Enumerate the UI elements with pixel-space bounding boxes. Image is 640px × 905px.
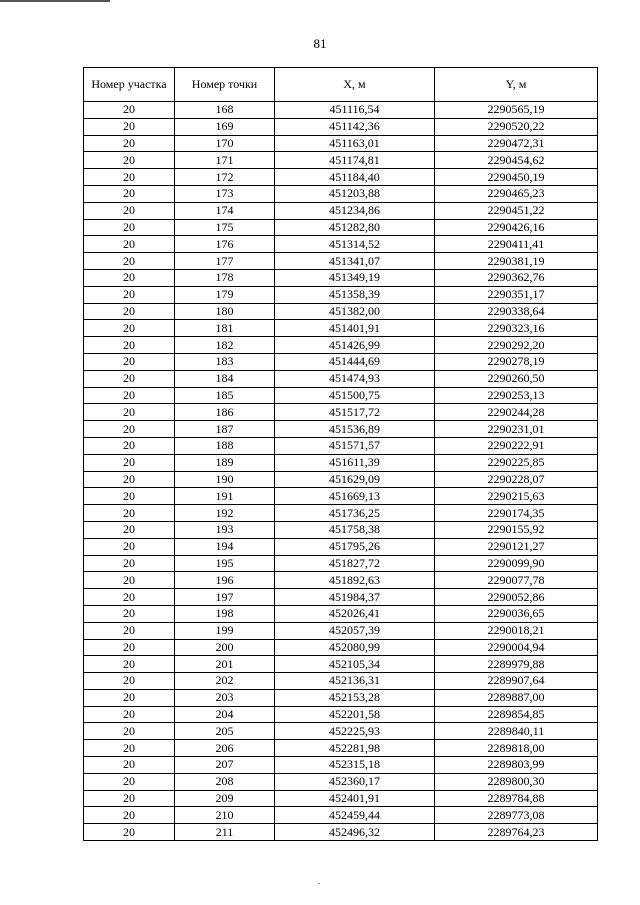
cell-point-number: 206 [175, 740, 275, 757]
cell-point-number: 204 [175, 706, 275, 723]
table-row [84, 286, 598, 303]
cell-plot-number: 20 [84, 387, 175, 404]
cell-y-coordinate: 2289854,85 [435, 706, 598, 723]
cell-plot-number: 20 [84, 236, 175, 253]
coordinates-table [83, 67, 598, 841]
cell-plot-number: 20 [84, 185, 175, 202]
table-row [84, 723, 598, 740]
table-row [84, 303, 598, 320]
cell-point-number: 210 [175, 807, 275, 824]
table-row [84, 152, 598, 169]
table-row [84, 740, 598, 757]
table-row [84, 505, 598, 522]
cell-plot-number: 20 [84, 118, 175, 135]
header-point-number: Номер точки [175, 68, 275, 102]
cell-point-number: 178 [175, 269, 275, 286]
table-row [84, 572, 598, 589]
table-row [84, 253, 598, 270]
cell-point-number: 192 [175, 505, 275, 522]
table-row [84, 370, 598, 387]
table-row [84, 706, 598, 723]
table-row [84, 118, 598, 135]
cell-y-coordinate: 2289764,23 [435, 824, 598, 841]
cell-point-number: 186 [175, 404, 275, 421]
cell-x-coordinate: 452225,93 [275, 723, 435, 740]
cell-x-coordinate: 451517,72 [275, 404, 435, 421]
cell-y-coordinate: 2290099,90 [435, 555, 598, 572]
cell-x-coordinate: 451314,52 [275, 236, 435, 253]
cell-y-coordinate: 2290411,41 [435, 236, 598, 253]
cell-plot-number: 20 [84, 454, 175, 471]
cell-x-coordinate: 451426,99 [275, 337, 435, 354]
cell-y-coordinate: 2289818,00 [435, 740, 598, 757]
table-row [84, 807, 598, 824]
table-row [84, 639, 598, 656]
cell-x-coordinate: 451758,38 [275, 521, 435, 538]
table-row [84, 790, 598, 807]
table-row [84, 471, 598, 488]
cell-y-coordinate: 2290381,19 [435, 253, 598, 270]
cell-point-number: 185 [175, 387, 275, 404]
cell-plot-number: 20 [84, 622, 175, 639]
cell-plot-number: 20 [84, 286, 175, 303]
cell-x-coordinate: 451444,69 [275, 353, 435, 370]
cell-y-coordinate: 2290454,62 [435, 152, 598, 169]
cell-x-coordinate: 451669,13 [275, 488, 435, 505]
table-row [84, 421, 598, 438]
cell-plot-number: 20 [84, 337, 175, 354]
cell-y-coordinate: 2290244,28 [435, 404, 598, 421]
cell-y-coordinate: 2290228,07 [435, 471, 598, 488]
cell-point-number: 194 [175, 538, 275, 555]
cell-point-number: 169 [175, 118, 275, 135]
cell-point-number: 180 [175, 303, 275, 320]
cell-x-coordinate: 451500,75 [275, 387, 435, 404]
table-row [84, 656, 598, 673]
cell-plot-number: 20 [84, 807, 175, 824]
cell-y-coordinate: 2290225,85 [435, 454, 598, 471]
cell-x-coordinate: 452281,98 [275, 740, 435, 757]
cell-x-coordinate: 451116,54 [275, 102, 435, 119]
table-row [84, 521, 598, 538]
cell-point-number: 195 [175, 555, 275, 572]
cell-plot-number: 20 [84, 303, 175, 320]
cell-x-coordinate: 452315,18 [275, 757, 435, 774]
cell-x-coordinate: 451629,09 [275, 471, 435, 488]
cell-x-coordinate: 451536,89 [275, 421, 435, 438]
table-row [84, 102, 598, 119]
table-row [84, 454, 598, 471]
cell-x-coordinate: 451341,07 [275, 253, 435, 270]
table-row [84, 605, 598, 622]
cell-plot-number: 20 [84, 740, 175, 757]
cell-plot-number: 20 [84, 589, 175, 606]
table-row [84, 337, 598, 354]
cell-point-number: 184 [175, 370, 275, 387]
cell-y-coordinate: 2289979,88 [435, 656, 598, 673]
cell-point-number: 198 [175, 605, 275, 622]
cell-x-coordinate: 451282,80 [275, 219, 435, 236]
cell-x-coordinate: 451203,88 [275, 185, 435, 202]
cell-point-number: 202 [175, 673, 275, 690]
cell-point-number: 170 [175, 135, 275, 152]
cell-y-coordinate: 2290338,64 [435, 303, 598, 320]
cell-y-coordinate: 2290253,13 [435, 387, 598, 404]
cell-y-coordinate: 2290077,78 [435, 572, 598, 589]
table-row [84, 135, 598, 152]
cell-plot-number: 20 [84, 488, 175, 505]
table-row [84, 269, 598, 286]
cell-point-number: 199 [175, 622, 275, 639]
cell-plot-number: 20 [84, 353, 175, 370]
header-row [84, 68, 598, 102]
cell-y-coordinate: 2290215,63 [435, 488, 598, 505]
table-row [84, 169, 598, 186]
scan-speck [318, 883, 320, 884]
cell-point-number: 208 [175, 773, 275, 790]
cell-x-coordinate: 451892,63 [275, 572, 435, 589]
cell-plot-number: 20 [84, 790, 175, 807]
cell-plot-number: 20 [84, 521, 175, 538]
cell-y-coordinate: 2290450,19 [435, 169, 598, 186]
cell-x-coordinate: 451349,19 [275, 269, 435, 286]
cell-point-number: 181 [175, 320, 275, 337]
cell-point-number: 201 [175, 656, 275, 673]
cell-plot-number: 20 [84, 253, 175, 270]
table-row [84, 757, 598, 774]
cell-point-number: 188 [175, 437, 275, 454]
cell-point-number: 189 [175, 454, 275, 471]
cell-y-coordinate: 2290451,22 [435, 202, 598, 219]
cell-point-number: 200 [175, 639, 275, 656]
cell-y-coordinate: 2290278,19 [435, 353, 598, 370]
cell-x-coordinate: 452496,32 [275, 824, 435, 841]
cell-plot-number: 20 [84, 169, 175, 186]
cell-point-number: 183 [175, 353, 275, 370]
cell-y-coordinate: 2290036,65 [435, 605, 598, 622]
cell-x-coordinate: 452153,28 [275, 689, 435, 706]
cell-y-coordinate: 2290222,91 [435, 437, 598, 454]
cell-y-coordinate: 2289907,64 [435, 673, 598, 690]
cell-point-number: 176 [175, 236, 275, 253]
cell-x-coordinate: 451163,01 [275, 135, 435, 152]
cell-plot-number: 20 [84, 505, 175, 522]
cell-plot-number: 20 [84, 219, 175, 236]
cell-x-coordinate: 451611,39 [275, 454, 435, 471]
cell-x-coordinate: 452136,31 [275, 673, 435, 690]
table-row [84, 202, 598, 219]
cell-x-coordinate: 451184,40 [275, 169, 435, 186]
table-row [84, 387, 598, 404]
cell-y-coordinate: 2289800,30 [435, 773, 598, 790]
cell-point-number: 191 [175, 488, 275, 505]
cell-x-coordinate: 451382,00 [275, 303, 435, 320]
header-plot-number: Номер участка [84, 68, 175, 102]
cell-y-coordinate: 2289803,99 [435, 757, 598, 774]
table-row [84, 824, 598, 841]
cell-plot-number: 20 [84, 421, 175, 438]
cell-y-coordinate: 2290155,92 [435, 521, 598, 538]
cell-plot-number: 20 [84, 152, 175, 169]
table-row [84, 589, 598, 606]
cell-y-coordinate: 2290323,16 [435, 320, 598, 337]
cell-x-coordinate: 451984,37 [275, 589, 435, 606]
cell-plot-number: 20 [84, 471, 175, 488]
cell-point-number: 172 [175, 169, 275, 186]
cell-plot-number: 20 [84, 656, 175, 673]
cell-y-coordinate: 2290426,16 [435, 219, 598, 236]
cell-plot-number: 20 [84, 572, 175, 589]
cell-plot-number: 20 [84, 555, 175, 572]
cell-x-coordinate: 451474,93 [275, 370, 435, 387]
table-row [84, 219, 598, 236]
cell-y-coordinate: 2290231,01 [435, 421, 598, 438]
cell-x-coordinate: 451795,26 [275, 538, 435, 555]
header-y-coordinate: Y, м [435, 68, 598, 102]
cell-point-number: 187 [175, 421, 275, 438]
cell-y-coordinate: 2290292,20 [435, 337, 598, 354]
cell-x-coordinate: 451234,86 [275, 202, 435, 219]
cell-point-number: 196 [175, 572, 275, 589]
cell-point-number: 168 [175, 102, 275, 119]
cell-plot-number: 20 [84, 773, 175, 790]
cell-y-coordinate: 2290565,19 [435, 102, 598, 119]
cell-point-number: 174 [175, 202, 275, 219]
cell-point-number: 203 [175, 689, 275, 706]
cell-plot-number: 20 [84, 269, 175, 286]
cell-plot-number: 20 [84, 605, 175, 622]
cell-plot-number: 20 [84, 824, 175, 841]
cell-plot-number: 20 [84, 538, 175, 555]
table-row [84, 689, 598, 706]
cell-y-coordinate: 2290351,17 [435, 286, 598, 303]
cell-plot-number: 20 [84, 706, 175, 723]
cell-y-coordinate: 2289784,88 [435, 790, 598, 807]
cell-x-coordinate: 451571,57 [275, 437, 435, 454]
cell-y-coordinate: 2290052,86 [435, 589, 598, 606]
cell-y-coordinate: 2290004,94 [435, 639, 598, 656]
cell-point-number: 197 [175, 589, 275, 606]
cell-plot-number: 20 [84, 102, 175, 119]
table-row [84, 437, 598, 454]
cell-plot-number: 20 [84, 689, 175, 706]
cell-plot-number: 20 [84, 404, 175, 421]
cell-x-coordinate: 451827,72 [275, 555, 435, 572]
cell-plot-number: 20 [84, 437, 175, 454]
cell-x-coordinate: 451358,39 [275, 286, 435, 303]
cell-point-number: 205 [175, 723, 275, 740]
cell-point-number: 207 [175, 757, 275, 774]
table-row [84, 320, 598, 337]
cell-plot-number: 20 [84, 723, 175, 740]
cell-x-coordinate: 451142,36 [275, 118, 435, 135]
cell-plot-number: 20 [84, 135, 175, 152]
cell-y-coordinate: 2289887,00 [435, 689, 598, 706]
table-row [84, 185, 598, 202]
cell-x-coordinate: 452080,99 [275, 639, 435, 656]
page-number: 81 [313, 36, 327, 51]
cell-y-coordinate: 2290174,35 [435, 505, 598, 522]
cell-point-number: 171 [175, 152, 275, 169]
cell-plot-number: 20 [84, 202, 175, 219]
cell-y-coordinate: 2290520,22 [435, 118, 598, 135]
cell-y-coordinate: 2290465,23 [435, 185, 598, 202]
cell-y-coordinate: 2290018,21 [435, 622, 598, 639]
cell-point-number: 211 [175, 824, 275, 841]
table-row [84, 555, 598, 572]
cell-y-coordinate: 2289840,11 [435, 723, 598, 740]
cell-x-coordinate: 452459,44 [275, 807, 435, 824]
table-row [84, 673, 598, 690]
cell-x-coordinate: 451401,91 [275, 320, 435, 337]
cell-y-coordinate: 2289773,08 [435, 807, 598, 824]
cell-plot-number: 20 [84, 673, 175, 690]
cell-x-coordinate: 452201,58 [275, 706, 435, 723]
cell-x-coordinate: 452057,39 [275, 622, 435, 639]
table-header [84, 68, 598, 102]
cell-y-coordinate: 2290260,50 [435, 370, 598, 387]
cell-x-coordinate: 451736,25 [275, 505, 435, 522]
cell-plot-number: 20 [84, 639, 175, 656]
cell-point-number: 182 [175, 337, 275, 354]
cell-point-number: 193 [175, 521, 275, 538]
cell-plot-number: 20 [84, 370, 175, 387]
cell-x-coordinate: 452360,17 [275, 773, 435, 790]
cell-y-coordinate: 2290362,76 [435, 269, 598, 286]
cell-plot-number: 20 [84, 757, 175, 774]
table-row [84, 236, 598, 253]
cell-y-coordinate: 2290472,31 [435, 135, 598, 152]
table-row [84, 488, 598, 505]
table-row [84, 538, 598, 555]
table-row [84, 622, 598, 639]
cell-x-coordinate: 451174,81 [275, 152, 435, 169]
cell-point-number: 209 [175, 790, 275, 807]
table-row [84, 353, 598, 370]
table-row [84, 404, 598, 421]
scan-edge-mark [0, 0, 110, 2]
table-row [84, 773, 598, 790]
cell-point-number: 177 [175, 253, 275, 270]
cell-point-number: 173 [175, 185, 275, 202]
cell-x-coordinate: 452026,41 [275, 605, 435, 622]
cell-point-number: 179 [175, 286, 275, 303]
table-body [84, 102, 598, 841]
cell-x-coordinate: 452105,34 [275, 656, 435, 673]
cell-y-coordinate: 2290121,27 [435, 538, 598, 555]
header-x-coordinate: X, м [275, 68, 435, 102]
cell-plot-number: 20 [84, 320, 175, 337]
cell-x-coordinate: 452401,91 [275, 790, 435, 807]
cell-point-number: 175 [175, 219, 275, 236]
cell-point-number: 190 [175, 471, 275, 488]
